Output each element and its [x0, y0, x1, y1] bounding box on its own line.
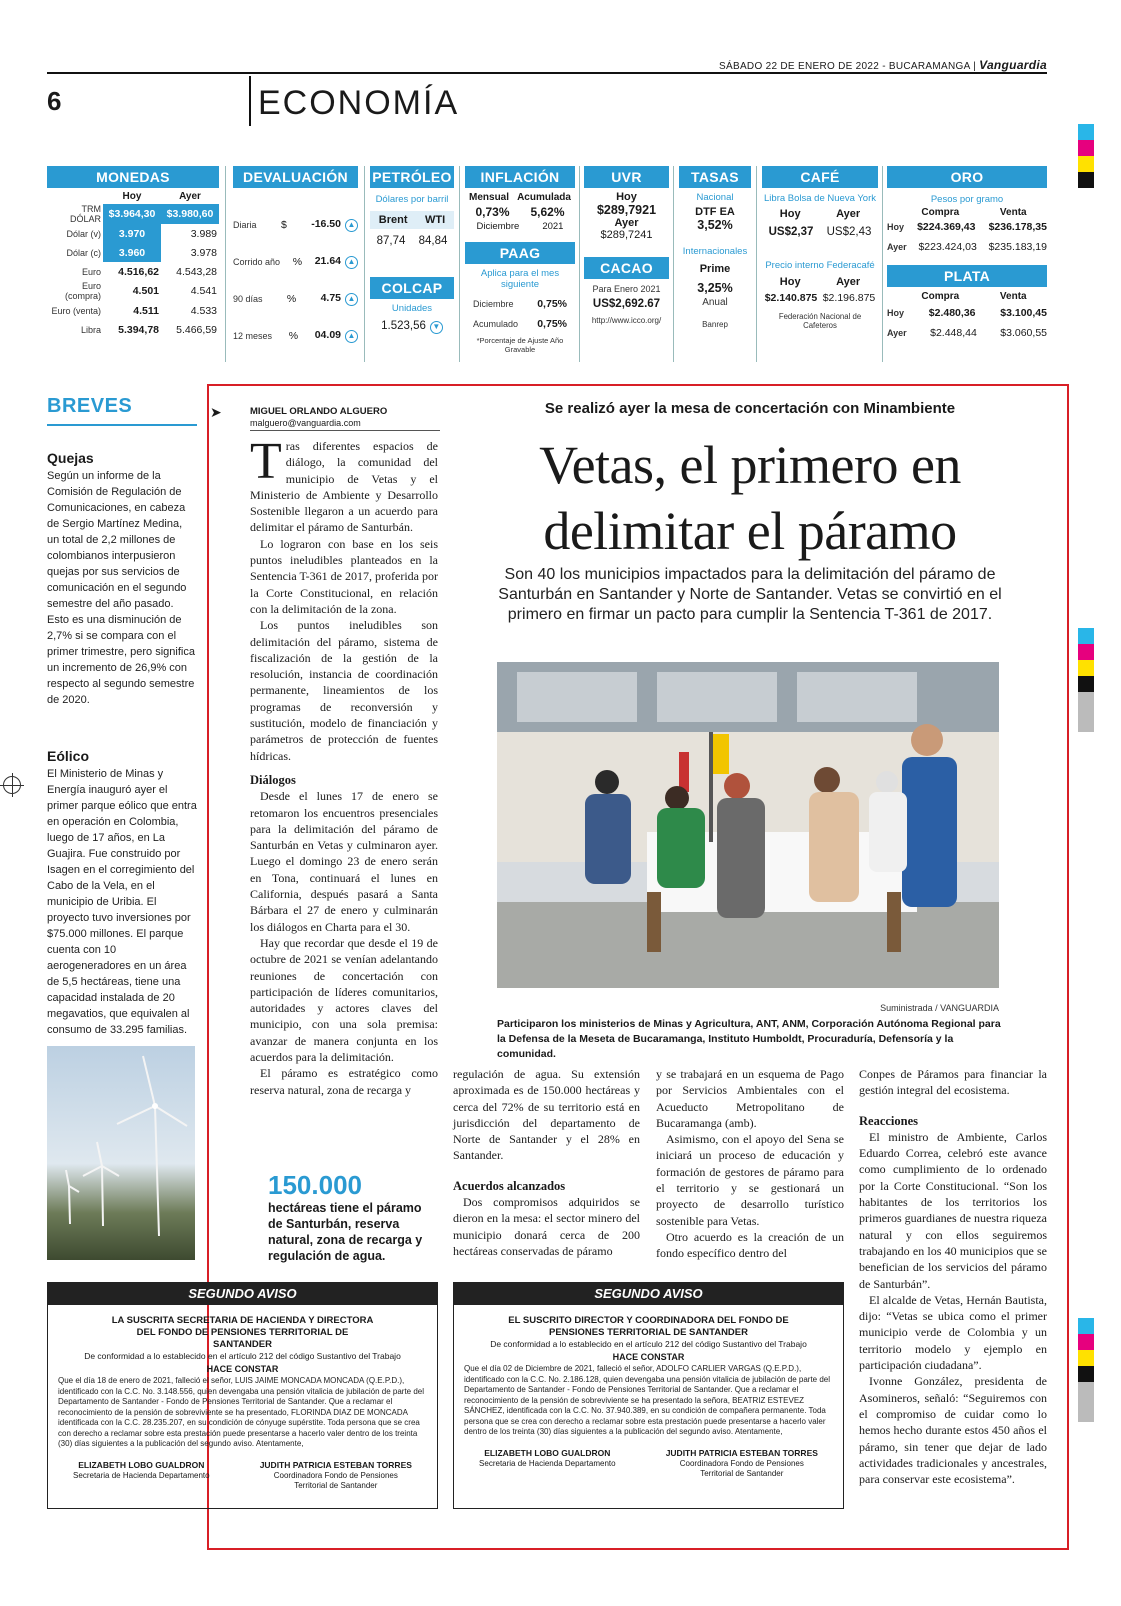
plata-hoy-label: Hoy [887, 308, 905, 318]
arrow-up-icon: ▲ [345, 293, 358, 306]
notice-body: Que el día 18 de enero de 2021, falleció el señor, LUIS JAIME MONCADA MONCADA (Q.E.P.D.), identificado con la C.C. No. 3.148.556, quien devengaba una pensión vitalicia de jubilación de parte del Departamento de Santander - Fondo de Pensiones Territorial de Santander. Que a reclamar el reconocimiento de la pensión de sobreviviente se ha presentado, FLORINDA DIAZ DE MONCADA identificada con la C.C. 28.235.207, en su condición de cónyuge supérstite. Toda persona que se crea con derecho a reclamar sobre esta prestación puede presentarse a hacerlo valer dentro de los treinta (30) días siguientes a la publicación del segundo aviso. Atentamente, [58, 1376, 425, 1448]
paragraph: regulación de agua. Su extensión aproximada es de 150.000 hectáreas y cerca del 72% de su territorio está en jurisdicción del departamento de Norte de Santander y el 28% en Santander. [453, 1067, 640, 1163]
headline-line: Vetas, el primero en [539, 435, 961, 495]
table-row [47, 262, 219, 281]
signer-role: Territorial de Santander [700, 1468, 784, 1478]
signer-role: Coordinadora Fondo de Pensiones [679, 1458, 804, 1468]
inflacion-title: INFLACIÓN [465, 166, 575, 188]
arrow-up-icon: ▲ [345, 256, 358, 269]
devaluacion-unit: % [288, 329, 299, 342]
color-registration-mark [1078, 628, 1094, 732]
oro-ayer-venta: $235.183,19 [988, 241, 1047, 253]
indicator-divider [882, 166, 883, 362]
signer-role: Secretaria de Hacienda Departamento [73, 1470, 210, 1480]
headline [450, 432, 1050, 564]
devaluacion-value: -16.50 [311, 217, 341, 230]
oro-box [887, 166, 1047, 339]
headline-line: delimitar el páramo [543, 501, 957, 561]
devaluacion-value: 21.64 [314, 254, 341, 267]
notice-sub: De conformidad a lo establecido en el artículo 212 del código Sustantivo del Trabajo [84, 1351, 401, 1361]
header-rule [47, 72, 1047, 74]
paragraph: Conpes de Páramos para financiar la gestión integral del ecosistema. [859, 1067, 1047, 1098]
section-title: ECONOMÍA [258, 84, 460, 122]
arrow-marker-icon: ➤ [210, 404, 222, 420]
row-label: Euro [81, 266, 101, 277]
signer-name: ELIZABETH LOBO GUALDRON [78, 1459, 205, 1470]
row-hoy: 4.511 [133, 304, 159, 317]
photo-caption: Participaron los ministerios de Minas y Agricultura, ANT, ANM, Corporación Autónoma Regional para la Defensa de la Meseta de Bucaramanga, Instituto Humboldt, Procuraduría, Defensoría y la comunidad. [497, 1018, 1001, 1060]
section-divider [249, 76, 251, 126]
paag-diciembre: 0,75% [537, 298, 567, 310]
author-email: malguero@vanguardia.com [250, 418, 361, 428]
oro-hoy-label: Hoy [887, 222, 905, 232]
paragraph: Dos compromisos adquiridos se dieron en la mesa: el sector minero del municipio donará cerca de 200 hectáreas conservadas de páramo [453, 1195, 640, 1258]
devaluacion-unit: % [292, 255, 303, 268]
breves-title: BREVES [47, 395, 133, 417]
devaluacion-label: 12 meses [233, 330, 273, 341]
colcap-title: COLCAP [370, 277, 454, 299]
uvr-ayer: $289,7241 [600, 229, 653, 241]
colcap-value: 1.523,56 [381, 320, 426, 332]
notice-hace-constar: HACE CONSTAR [612, 1352, 685, 1362]
row-ayer: 4.543,28 [176, 265, 217, 278]
paragraph: El ministro de Ambiente, Carlos Eduardo Correa, celebró este avance como cumplimiento de lo ordenado por la Corte Constitucional. “Son los habitantes de los territorios los primeros guardianes de nuestra riqueza natural y con ellos seguiremos trabajando en los 40 municipios que se benefician de los servicios del páramo de Santurbán”. [859, 1129, 1047, 1291]
notice-body: Que el día 02 de Diciembre de 2021, falleció el señor, ADOLFO CARLIER VARGAS (Q.E.P.D.), identificado con la C.C. No. 2.186.128, quien devengaba una pensión vitalicia de jubilación de parte del Departamento de Santander - Fondo de Pensiones Territorial de Santander. Que a reclamar el reconocimiento de la pensión de sobreviviente se ha presentado la señora, BEATRIZ ESTEVEZ SÁNCHEZ, identificada con la C.C. No. 37.940.389, en su condición de compañera permanente. Toda persona que se crea con derecho a reclamar sobre esta prestación puede presentarse a hacerlo valer dentro de los treinta (30) días siguientes a la publicación del segundo aviso. Atentamente, [464, 1364, 831, 1436]
highlight-number: 150.000 [268, 1170, 362, 1200]
table-row [47, 243, 219, 262]
plata-ayer-venta: $3.060,55 [1000, 327, 1047, 339]
row-ayer: 4.541 [190, 285, 217, 297]
brent-label: Brent [378, 214, 408, 226]
table-row [47, 281, 219, 301]
cafe-interno: Precio interno Federacafé [765, 260, 875, 271]
notice-title: EL SUSCRITO DIRECTOR Y COORDINADORA DEL FONDO DE PENSIONES TERRITORIAL DE SANTANDER [508, 1315, 789, 1338]
uvr-hoy-label: Hoy [616, 191, 637, 203]
notice-title: LA SUSCRITA SECRETARIA DE HACIENDA Y DIRECTORA DEL FONDO DE PENSIONES TERRITORIAL DE SANTANDER [111, 1315, 374, 1350]
inflacion-box [465, 166, 575, 354]
cafe-hoy-label-2: Hoy [779, 276, 801, 288]
paragraph: Desde el lunes 17 de enero se retomaron los encuentros presenciales para la delimitación del páramo de Santurbán en Vetas y culminaron ayer. Luego el domingo 23 de enero serán en Tona, continuará el lunes en California, después pasará a Santa Bárbara el 27 de enero y culminarán los diálogos en Charta para el 30. [250, 789, 438, 934]
indicator-divider [459, 166, 460, 362]
paragraph: y se trabajará en un esquema de Pago por Servicios Ambientales con el Acueducto Metropolitano de Bucaramanga (amb). [656, 1067, 844, 1130]
row-hoy: $3.964,30 [103, 204, 161, 224]
devaluacion-value: 04.09 [314, 328, 341, 341]
oro-venta-label: Venta [999, 207, 1027, 218]
devaluacion-label: Corrido año [233, 256, 281, 267]
row-ayer: 3.989 [190, 227, 217, 240]
tasas-source: Banrep [702, 320, 728, 329]
petroleo-box [370, 166, 454, 334]
paragraph: Asimismo, con el apoyo del Sena se iniciará un proceso de educación y formación de gestores de páramo para el territorio y se gestionará un proyecto de desarrollo turístico sostenible para Vetas. [656, 1132, 844, 1228]
paag-title: PAAG [465, 242, 575, 264]
cafe-ayer-2: $2.196.875 [822, 292, 876, 304]
plata-hoy-compra: $2.480,36 [928, 307, 976, 319]
devaluacion-unit: $ [280, 218, 287, 231]
plata-ayer-compra: $2.448,44 [930, 327, 977, 339]
paag-diciembre-label: Diciembre [473, 299, 514, 309]
indicator-divider [673, 166, 674, 362]
devaluacion-box [233, 166, 358, 354]
signer-name: JUDITH PATRICIA ESTEBAN TORRES [665, 1447, 818, 1458]
notice-sub: De conformidad a lo establecido en el artículo 212 del código Sustantivo del Trabajo [490, 1339, 807, 1349]
cafe-box [762, 166, 878, 330]
subhead: Diálogos [250, 772, 296, 787]
petroleo-title: PETRÓLEO [370, 166, 454, 188]
legal-notice [47, 1282, 438, 1509]
dtf-label: DTF EA [695, 206, 735, 218]
paag-note: *Porcentaje de Ajuste Año Gravable [476, 336, 564, 354]
row-label: Euro (venta) [51, 305, 101, 316]
paag-acumulado: 0,75% [537, 318, 567, 330]
cacao-value: US$2,692.67 [592, 298, 661, 310]
article-column-2 [453, 1066, 640, 1259]
brand-logo: Vanguardia [979, 58, 1047, 72]
photo-credit: Suministrada / VANGUARDIA [880, 1003, 999, 1013]
prime-value: 3,25% [697, 281, 733, 295]
notice-header: SEGUNDO AVISO [48, 1283, 437, 1305]
signer-name: JUDITH PATRICIA ESTEBAN TORRES [259, 1459, 412, 1470]
breves-rule [47, 424, 197, 426]
byline-rule [250, 430, 440, 431]
cafe-hoy-label: Hoy [779, 208, 801, 220]
signer-role: Territorial de Santander [294, 1480, 378, 1490]
paag-acumulado-label: Acumulado [473, 319, 519, 329]
signer-role: Secretaria de Hacienda Departamento [479, 1458, 616, 1468]
dateline [47, 58, 1047, 72]
color-registration-mark [1078, 124, 1094, 188]
kicker: Se realizó ayer la mesa de concertación con Minambiente [544, 400, 956, 417]
indicator-divider [364, 166, 365, 362]
row-ayer: 5.466,59 [176, 323, 217, 336]
row-ayer: 3.978 [190, 246, 217, 259]
tasas-title: TASAS [679, 166, 751, 188]
paragraph: Otro acuerdo es la creación de un fondo específico dentro del [656, 1229, 844, 1261]
acumulada-value: 5,62% [530, 205, 565, 219]
arrow-up-icon: ▲ [345, 330, 358, 343]
paragraph: Hay que recordar que desde el 19 de octubre de 2021 se venían adelantando reuniones de concertación con participación de líderes comunitarios, autoridades y actores claves del municipio, con una sola premisa: avanzar de manera conjunta en los acuerdos para la delimitación. [250, 935, 438, 1064]
petroleo-sub: Dólares por barril [375, 194, 449, 205]
periodo: Diciembre [476, 221, 520, 232]
table-row [47, 320, 219, 339]
mensual-label: Mensual [469, 192, 510, 203]
colcap-sub: Unidades [391, 303, 433, 314]
tasas-box [679, 166, 751, 329]
brent-value: 87,74 [376, 235, 406, 247]
row-label: Libra [80, 324, 101, 335]
cacao-source: http://www.icco.org/ [591, 316, 662, 325]
dtf-value: 3,52% [697, 218, 733, 232]
article-column-1 [250, 433, 438, 1098]
devaluacion-label: Diaria [233, 219, 257, 230]
signer-role: Coordinadora Fondo de Pensiones [273, 1470, 398, 1480]
signature-2 [260, 1460, 412, 1491]
notice-header: SEGUNDO AVISO [454, 1283, 843, 1305]
legal-notice [453, 1282, 844, 1509]
plata-venta-label: Venta [999, 291, 1027, 302]
row-hoy: 3.960 [103, 243, 161, 262]
notice-hace-constar: HACE CONSTAR [206, 1364, 279, 1374]
table-row [47, 301, 219, 320]
list-item [233, 206, 358, 243]
breve-text: Según un informe de la Comisión de Regulación de Comunicaciones, en cabeza de Sergio Martínez Medina, un total de 2,2 millones de colombianos interpusieron quejas por sus servicios de comunicación en el segundo semestre del año pasado. Esto es una disminución de 2,7% si se compara con el primer trimestre, pero significa un incremento de 26,9% con respecto al segundo semestre de 2020. [47, 470, 195, 706]
devaluacion-value: 4.75 [320, 291, 341, 304]
indicator-divider [225, 166, 226, 362]
crosshair-mark [3, 776, 21, 794]
row-ayer: 4.533 [190, 304, 217, 317]
oro-ayer-label: Ayer [887, 242, 907, 252]
page-number: 6 [47, 86, 62, 116]
highlight-text: hectáreas tiene el páramo de Santurbán, reserva natural, zona de recarga y regulación de agua. [268, 1201, 423, 1263]
cafe-ayer-label: Ayer [836, 208, 861, 220]
subhead: Acuerdos alcanzados [453, 1178, 566, 1193]
row-label: TRM DÓLAR [69, 204, 101, 224]
meeting-photo [497, 662, 999, 988]
row-hoy: 3.970 [103, 224, 161, 243]
monedas-box [47, 166, 219, 339]
byline: MIGUEL ORLANDO ALGUERO [250, 406, 388, 417]
breve-title: Eólico [47, 748, 90, 764]
cafe-source: Federación Nacional de Cafeteros [778, 312, 862, 330]
prime-label: Prime [699, 263, 731, 275]
oro-hoy-venta: $236.178,35 [988, 221, 1047, 233]
col-ayer: Ayer [179, 190, 201, 202]
paragraph: El alcalde de Vetas, Hernán Bautista, dijo: “Vetas se ubica como el primer municipio verde de Colombia y un territorio modelo y ejemplo en participación ciudadana”. [859, 1292, 1047, 1373]
cafe-sub: Libra Bolsa de Nueva York [764, 193, 876, 204]
devaluacion-title: DEVALUACIÓN [233, 166, 358, 188]
paragraph: Los puntos ineludibles son delimitación del páramo, sistema de fiscalización de la gestión de la resolución, instancia de coordinación permanente, lineamientos de los programas de reconversión y sustitución, modelo de financiación y parámetros de protección de fuentes hídricas. [250, 618, 438, 763]
row-hoy: 5.394,78 [118, 323, 159, 336]
arrow-up-icon: ▲ [345, 219, 358, 232]
wti-label: WTI [425, 214, 446, 226]
arrow-down-icon: ▼ [430, 321, 443, 334]
oro-sub: Pesos por gramo [930, 194, 1004, 205]
paragraph: ras diferentes espacios de diálogo, la comunidad del municipio de Vetas y el Ministerio de Ambiente y Desarrollo Sostenible llegaron a un acuerdo para delimitar el páramo de Santurbán. [250, 439, 438, 535]
cacao-sub: Para Enero 2021 [592, 284, 661, 294]
oro-title: ORO [887, 166, 1047, 188]
uvr-ayer-label: Ayer [614, 217, 639, 229]
cafe-title: CAFÉ [762, 166, 878, 188]
signature-1 [73, 1460, 210, 1491]
cafe-hoy-2: $2.140.875 [764, 292, 818, 304]
mensual-value: 0,73% [475, 205, 510, 219]
tasas-internacionales: Internacionales [682, 246, 748, 257]
indicator-divider [579, 166, 580, 362]
devaluacion-unit: % [286, 292, 297, 305]
signer-name: ELIZABETH LOBO GUALDRON [484, 1447, 611, 1458]
dateline-text: SÁBADO 22 DE ENERO DE 2022 - BUCARAMANGA | [719, 61, 976, 72]
plata-compra-label: Compra [921, 291, 960, 302]
signature-1 [479, 1448, 616, 1479]
wind-farm-photo [47, 1046, 195, 1260]
paag-sub: Aplica para el mes siguiente [480, 268, 560, 290]
uvr-box [584, 166, 669, 325]
row-label: Euro (compra) [64, 281, 101, 301]
tasas-anual: Anual [702, 297, 728, 308]
monedas-title: MONEDAS [47, 166, 219, 188]
row-hoy: 4.516,62 [118, 265, 159, 278]
dropcap: T [250, 433, 282, 490]
uvr-title: UVR [584, 166, 669, 188]
article-column-4 [859, 1066, 1047, 1487]
cafe-ayer-label-2: Ayer [836, 276, 861, 288]
paragraph: Lo lograron con base en los seis puntos ineludibles planteados en la Sentencia T-361 de 2017, proferida por la Corte Constitucional, en relación con la delimitación de la zona. [250, 536, 438, 616]
paragraph: El páramo es estratégico como reserva natural, zona de recarga y [250, 1066, 438, 1097]
breve-text: El Ministerio de Minas y Energía inauguró ayer el primer parque eólico que entra en operación en Colombia, luego de 17 años, en La Guajira. Fue construido por Isagen en el corregimiento del Cabo de la Vela, en el municipio de Uribia. El proyecto tuvo inversiones por $75.000 millones. El parque cuenta con 10 aerogeneradores en un área de 5,5 hectáreas, tiene una capacidad instalada de 20 megavatios, que equivalen al consumo de 33.295 familias. [47, 768, 197, 1036]
wti-value: 84,84 [418, 235, 448, 247]
tasas-nacional: Nacional [696, 192, 734, 203]
table-row [47, 224, 219, 243]
list-item [233, 243, 358, 280]
cacao-title: CACAO [584, 257, 669, 279]
oro-compra-label: Compra [921, 207, 960, 218]
cafe-ayer: US$2,43 [826, 226, 872, 238]
row-hoy: 4.501 [132, 285, 159, 297]
cafe-hoy: US$2,37 [768, 226, 814, 238]
oro-ayer-compra: $223.424,03 [918, 241, 977, 253]
monedas-table [47, 188, 219, 339]
signature-2 [666, 1448, 818, 1479]
article-column-3 [656, 1066, 844, 1262]
list-item [233, 280, 358, 317]
plata-ayer-label: Ayer [887, 328, 907, 338]
uvr-hoy: $289,7921 [596, 203, 657, 217]
acumulada-label: Acumulada [517, 192, 571, 203]
oro-hoy-compra: $224.369,43 [917, 221, 976, 233]
list-item [233, 317, 358, 354]
table-row [47, 204, 219, 224]
plata-hoy-venta: $3.100,45 [1000, 307, 1047, 319]
devaluacion-label: 90 días [233, 293, 263, 304]
col-hoy: Hoy [122, 190, 142, 202]
subhead: Reacciones [859, 1113, 919, 1128]
breve-title: Quejas [47, 450, 94, 466]
indicator-divider [756, 166, 757, 362]
paragraph: Ivonne González, presidenta de Asomineros, señaló: “Seguiremos con el compromiso de cuidar como lo hemos hecho durante estos 450 años el páramo, sin tener que dejar de lado actividades tradicionales y ancestrales, para conservar este ecosistema”. [859, 1374, 1047, 1487]
anio: 2021 [542, 221, 564, 232]
color-registration-mark [1078, 1318, 1094, 1422]
plata-title: PLATA [887, 265, 1047, 287]
row-label: Dólar (c) [66, 247, 101, 258]
deck: Son 40 los municipios impactados para la delimitación del páramo de Santurbán en Santander y Norte de Santander. Vetas se convirtió en el primero en firmar un pacto para cumplir la Sentencia T-361 de 2017. [498, 566, 1002, 623]
row-label: Dólar (v) [66, 228, 101, 239]
row-ayer: $3.980,60 [161, 204, 219, 224]
